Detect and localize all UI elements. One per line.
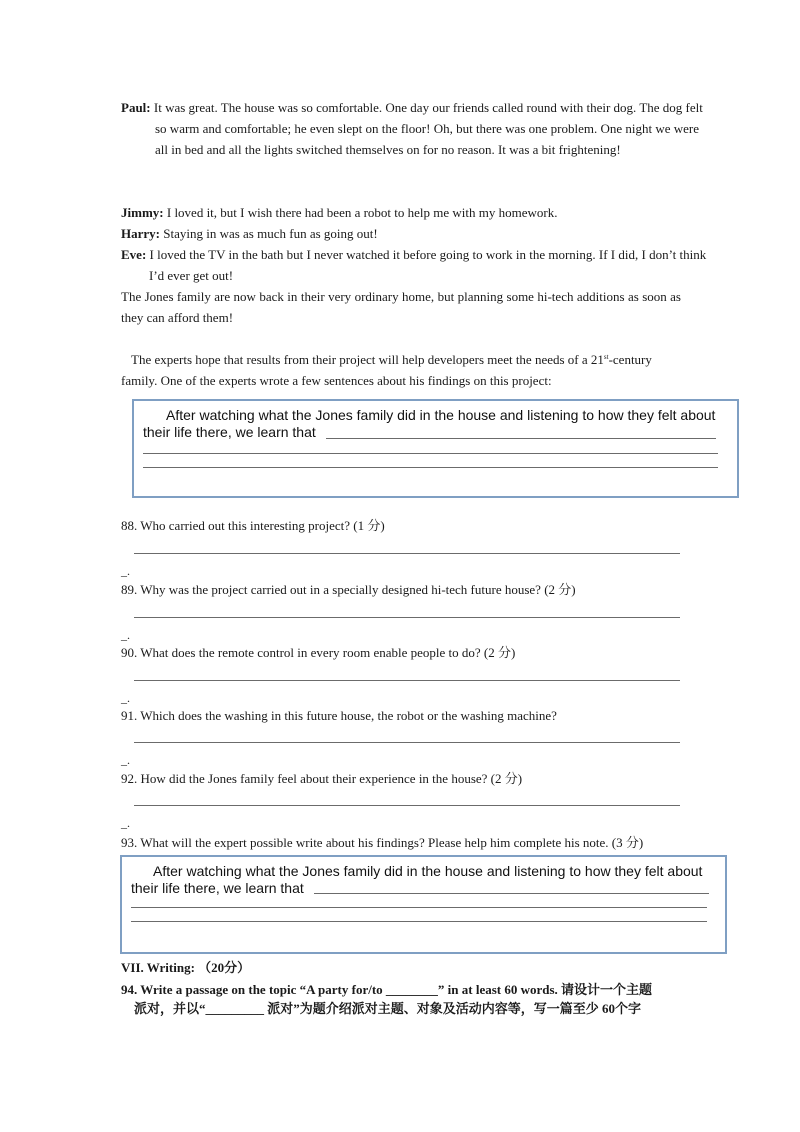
writing-prompt-line-2: 派对，并以“_________ 派对”为题介绍派对主题、对象及活动内容等，写一篇至少 60个字 (134, 1001, 642, 1016)
answer-end: _. (121, 628, 130, 642)
eve-line (121, 244, 709, 286)
section-heading: VII. Writing: （20分） (121, 960, 251, 975)
note-line-2: their life there, we learn that (131, 880, 304, 896)
question-91: 91. Which does the washing in this future house, the robot or the washing machine? (121, 708, 557, 723)
answer-end: _. (121, 816, 130, 830)
question-93: 93. What will the expert possible write about his findings? Please help him complete his note. (3 分) (121, 835, 644, 850)
answer-line[interactable] (131, 907, 707, 908)
experts-paragraph: The experts hope that results from their project will help developers meet the needs of a 21st-century family. One of the experts wrote a few sentences about his findings on this project: (121, 352, 652, 388)
answer-end: _. (121, 564, 130, 578)
answer-line[interactable] (131, 921, 707, 922)
question-88: 88. Who carried out this interesting project? (1 分) (121, 518, 385, 533)
answer-line[interactable] (134, 680, 680, 681)
answer-line[interactable] (326, 438, 716, 439)
question-89: 89. Why was the project carried out in a specially designed hi-tech future house? (2 分) (121, 582, 576, 597)
jimmy-line (121, 202, 681, 223)
question-90: 90. What does the remote control in every room enable people to do? (2 分) (121, 645, 516, 660)
speaker-text: I loved it, but I wish there had been a robot to help me with my homework. (166, 205, 558, 220)
answer-line[interactable] (134, 805, 680, 806)
writing-prompt-line-1: 94. Write a passage on the topic “A party for/to ________” in at least 60 words. 请设计一个主题 (121, 982, 653, 997)
speaker-text: It was great. The house was so comfortable. One day our friends called round with their dog. The dog felt so warm and comfortable; he even slept on the floor! Oh, but there was one problem. One night we were all in bed and all the lights switched themselves on for no reason. It was a bit frightening! (153, 100, 703, 157)
speaker-text: Staying in was as much fun as going out! (163, 226, 378, 241)
answer-line[interactable] (134, 617, 680, 618)
note-line-1: After watching what the Jones family did in the house and listening to how they felt about (153, 863, 703, 879)
answer-line[interactable] (143, 467, 718, 468)
speaker-name: Paul: (121, 100, 151, 115)
speaker-text: I loved the TV in the bath but I never watched it before going to work in the morning. If I did, I don’t think I’d ever get out! (149, 247, 707, 283)
answer-end: _. (121, 753, 130, 767)
answer-line[interactable] (314, 893, 709, 894)
note-line-2: their life there, we learn that (143, 424, 316, 440)
speaker-name: Eve: (121, 247, 147, 262)
note-line-1: After watching what the Jones family did in the house and listening to how they felt about (166, 407, 716, 423)
harry-line (121, 223, 681, 244)
answer-end: _. (121, 691, 130, 705)
speaker-name: Jimmy: (121, 205, 164, 220)
closing-paragraph: The Jones family are now back in their very ordinary home, but planning some hi-tech additions as soon as they can afford them! (121, 289, 681, 325)
question-92: 92. How did the Jones family feel about their experience in the house? (2 分) (121, 771, 523, 786)
answer-line[interactable] (134, 742, 680, 743)
paul-line (121, 97, 715, 160)
answer-line[interactable] (134, 553, 680, 554)
ordinal-suffix: st (603, 353, 609, 361)
speaker-name: Harry: (121, 226, 160, 241)
answer-line[interactable] (143, 453, 718, 454)
